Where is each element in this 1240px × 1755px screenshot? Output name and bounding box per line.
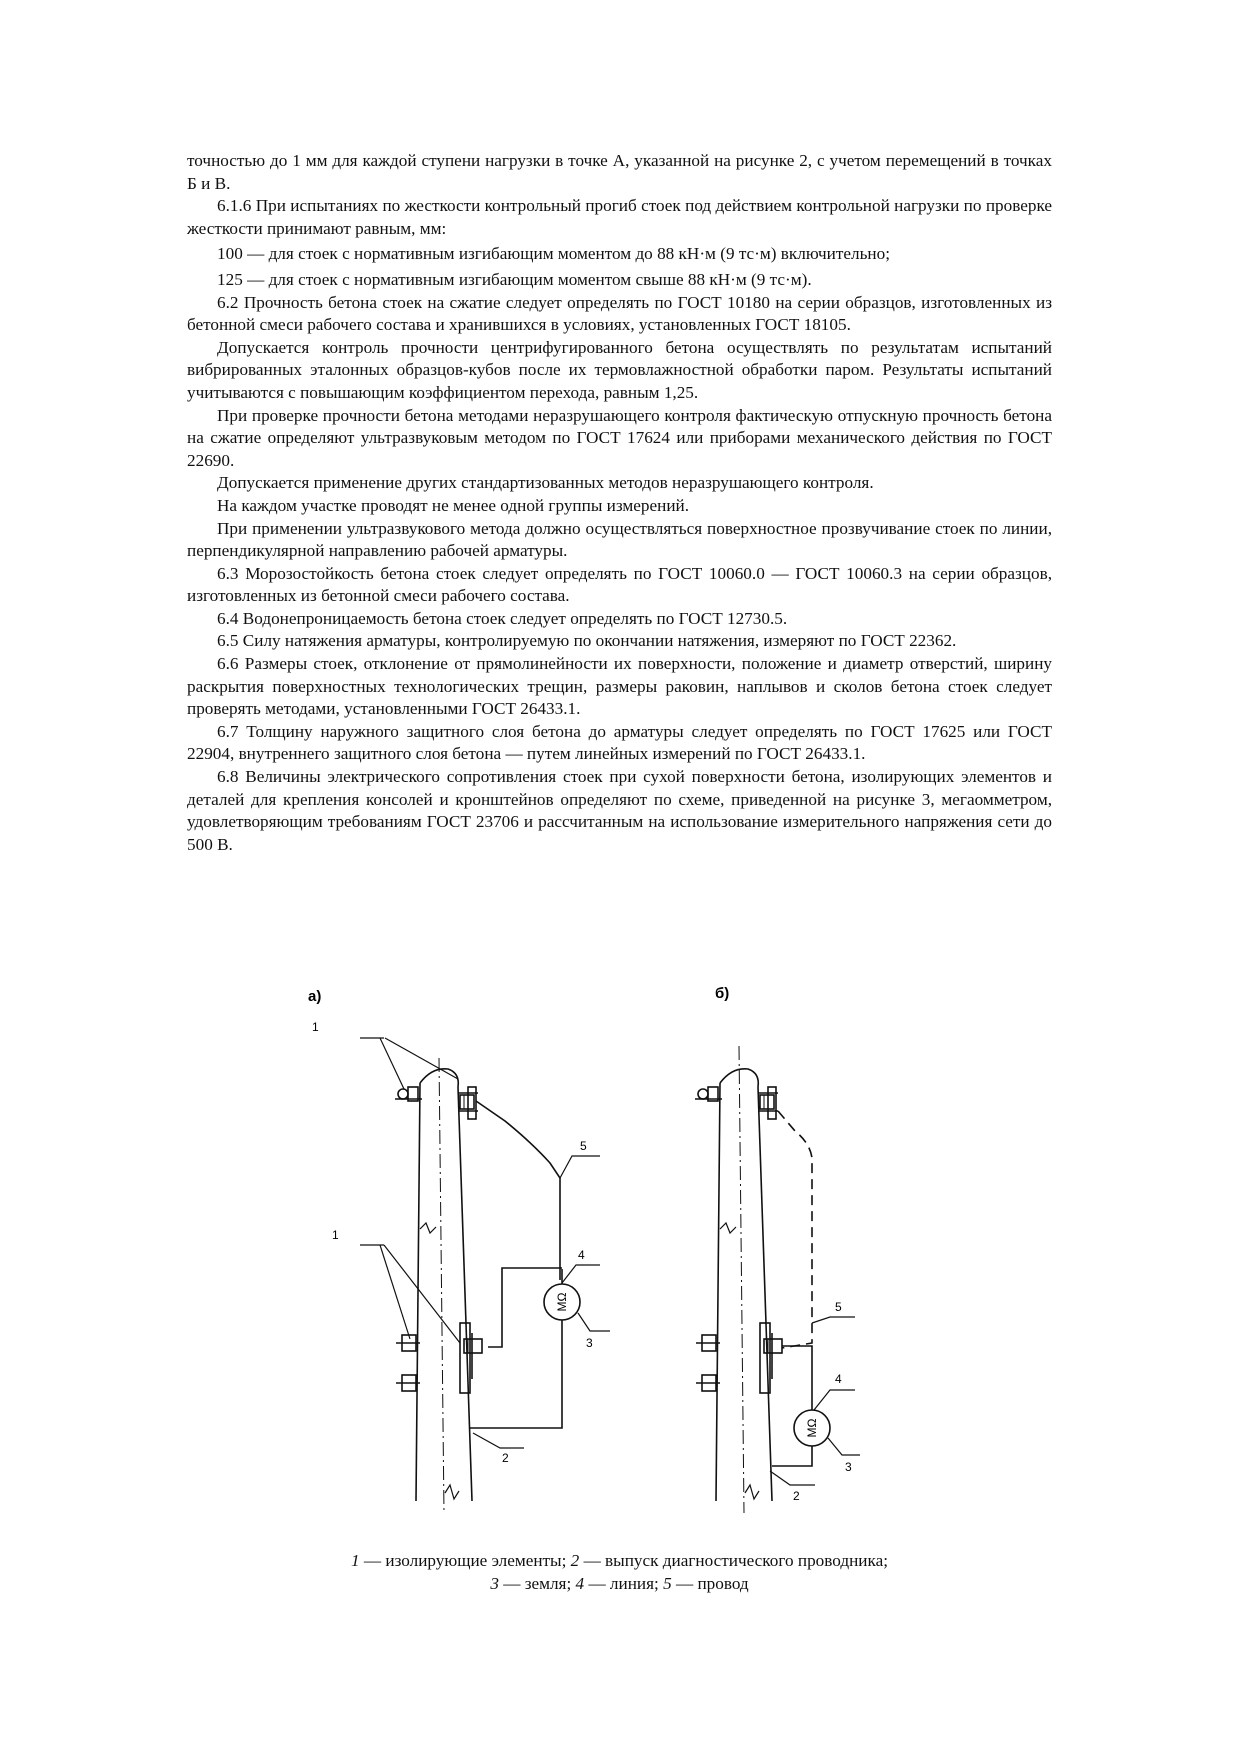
wire-b [778, 1111, 812, 1348]
paragraph: На каждом участке проводят не менее одной группы измерений. [217, 495, 690, 515]
pole-a [416, 1058, 472, 1513]
paragraph: 6.3 Морозостойкость бетона стоек следует определять по ГОСТ 10060.0 — ГОСТ 10060.3 на серии образцов, изготовленных из бетонной смеси рабочего состава. [187, 563, 1052, 606]
megohmmeter-symbol: MΩ [805, 1418, 819, 1438]
panel-b-label: б) [715, 985, 730, 1002]
caption-text: — линия; [584, 1574, 664, 1593]
caption-line-1 [187, 1549, 1052, 1572]
callout-2: 2 [793, 1489, 800, 1503]
caption-num: 2 [570, 1551, 580, 1570]
paragraph: 6.6 Размеры стоек, отклонение от прямолинейности их поверхности, положение и диаметр отверстий, ширину раскрытия поверхностных технологических трещин, размеры раковин, наплывов и сколов бетона стоек следует проверять методами, установленными ГОСТ 26433.1. [187, 654, 1052, 719]
figure-caption [187, 1549, 1052, 1595]
caption-text: — выпуск диагностического проводника; [579, 1551, 888, 1570]
top-bracket-b [695, 1087, 778, 1119]
callout-3: 3 [586, 1336, 593, 1350]
caption-num: 5 [663, 1574, 672, 1593]
callout-2: 2 [502, 1451, 509, 1465]
caption-line-2 [187, 1572, 1052, 1595]
megohmmeter-symbol: MΩ [555, 1292, 569, 1312]
callout-5: 5 [580, 1139, 587, 1153]
paragraph: Допускается контроль прочности центрифугированного бетона осуществлять по результатам испытаний вибрированных эталонных образцов-кубов после их термовлажностной обработки паром. Результаты испытаний учитываются с повышающим коэффициентом перехода, равным 1,25. [187, 337, 1052, 402]
paragraph: 6.8 Величины электрического сопротивления стоек при сухой поверхности бетона, изолирующих элементов и деталей для крепления консолей и кронштейнов определяют по схеме, приведенной на рисунке 3, мегаомметром, удовлетворяющим требованиям ГОСТ 23706 и рассчитанным на использование измерительного напряжения сети до 500 В. [187, 767, 1052, 854]
caption-text: — изолирующие элементы; [359, 1551, 571, 1570]
callout-5: 5 [835, 1300, 842, 1314]
paragraph: точностью до 1 мм для каждой ступени нагрузки в точке А, указанной на рисунке 2, с учетом перемещений в точках Б и В. [187, 151, 1052, 193]
caption-num: 4 [575, 1574, 585, 1593]
wire-a [476, 1101, 560, 1280]
document-body [187, 150, 1052, 856]
paragraph: Допускается применение других стандартизованных методов неразрушающего контроля. [217, 473, 874, 493]
callout-3: 3 [845, 1460, 852, 1474]
paragraph: 100 — для стоек с нормативным изгибающим моментом до 88 кН·м (9 тс·м) включительно; [217, 244, 890, 264]
callout-4: 4 [835, 1372, 842, 1386]
paragraph: 6.1.6 При испытаниях по жесткости контрольный прогиб стоек под действием контрольной нагрузки по проверке жесткости принимают равным, мм: [187, 196, 1052, 238]
caption-num: 3 [490, 1574, 499, 1593]
paragraph: При проверке прочности бетона методами неразрушающего контроля фактическую отпускную прочность бетона на сжатие определяют ультразвуковым методом по ГОСТ 17624 или приборами механического действия по ГОСТ 22690. [187, 405, 1052, 470]
panel-a-label: а) [308, 988, 322, 1005]
top-bracket-a [395, 1087, 478, 1119]
paragraph: 6.2 Прочность бетона стоек на сжатие следует определять по ГОСТ 10180 на серии образцов, изготовленных из бетонной смеси рабочего состава и хранившихся в условиях, установленных ГОСТ 18105. [187, 292, 1052, 335]
paragraph: 6.5 Силу натяжения арматуры, контролируемую по окончании натяжения, измеряют по ГОСТ 22362. [217, 631, 957, 651]
caption-text: — земля; [498, 1574, 576, 1593]
schematic-drawing [300, 983, 940, 1523]
callout-4: 4 [578, 1248, 585, 1262]
caption-num: 1 [351, 1551, 360, 1570]
caption-text: — провод [671, 1574, 749, 1593]
pole-b [716, 1046, 772, 1513]
bottom-bracket-b [696, 1323, 782, 1393]
callout-1: 1 [332, 1228, 339, 1242]
bottom-bracket-a [396, 1323, 482, 1393]
paragraph: 6.4 Водонепроницаемость бетона стоек следует определять по ГОСТ 12730.5. [217, 608, 788, 628]
paragraph: 6.7 Толщину наружного защитного слоя бетона до арматуры следует определять по ГОСТ 17625 или ГОСТ 22904, внутреннего защитного слоя бетона — путем линейных измерений по ГОСТ 26433.1. [187, 721, 1052, 764]
paragraph: 125 — для стоек с нормативным изгибающим моментом свыше 88 кН·м (9 тс·м). [217, 269, 812, 289]
figure-3-schematic [300, 983, 940, 1523]
callout-1: 1 [312, 1020, 319, 1034]
paragraph: При применении ультразвукового метода должно осуществляться поверхностное прозвучивание стоек по линии, перпендикулярной направлению рабочей арматуры. [187, 518, 1052, 561]
